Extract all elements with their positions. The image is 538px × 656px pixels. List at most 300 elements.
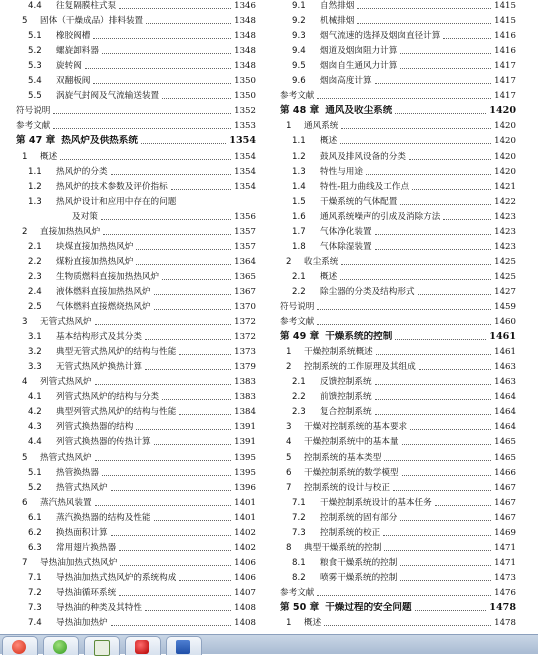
toc-chapter-heading bbox=[280, 600, 516, 614]
toc-entry bbox=[16, 465, 256, 479]
toc-entry-number: 5.3 bbox=[28, 61, 42, 72]
toc-entry-page: 1391 bbox=[234, 422, 256, 433]
toc-entry bbox=[280, 299, 516, 313]
toc-entry bbox=[16, 239, 256, 253]
toc-entry-title: 块煤直接加热热风炉 bbox=[56, 241, 134, 252]
toc-entry bbox=[280, 284, 516, 298]
toc-entry-page: 1464 bbox=[494, 407, 516, 418]
toc-entry bbox=[16, 194, 256, 208]
toc-entry-page: 1372 bbox=[234, 332, 256, 343]
toc-entry-page: 1383 bbox=[234, 377, 256, 388]
toc-entry-page: 1423 bbox=[494, 226, 516, 237]
toc-entry-number: 2.4 bbox=[28, 286, 42, 297]
toc-entry-page: 1357 bbox=[234, 226, 256, 237]
toc-entry-title: 双翻板阀 bbox=[56, 76, 91, 87]
dot-leader bbox=[357, 8, 491, 9]
dot-leader bbox=[341, 128, 491, 129]
toc-entry-page: 1348 bbox=[234, 46, 256, 57]
toc-entry-title: 通风及收尘系统 bbox=[325, 105, 393, 117]
toc-entry-number: 2.3 bbox=[292, 407, 306, 418]
toc-entry bbox=[16, 615, 256, 629]
toc-entry-title: 概述 bbox=[320, 271, 338, 282]
toc-entry bbox=[16, 374, 256, 388]
dot-leader bbox=[400, 580, 491, 581]
toc-entry bbox=[16, 58, 256, 72]
toc-entry bbox=[280, 480, 516, 494]
toc-entry bbox=[280, 179, 516, 193]
taskbar-button[interactable] bbox=[166, 636, 202, 655]
toc-entry-title: 蒸汽热风装置 bbox=[40, 497, 92, 508]
toc-entry-page: 1348 bbox=[234, 16, 256, 27]
toc-entry-number: 8.1 bbox=[292, 557, 306, 568]
dot-leader bbox=[412, 189, 491, 190]
dot-leader bbox=[384, 550, 491, 551]
toc-entry-number: 5.2 bbox=[28, 482, 42, 493]
dot-leader bbox=[375, 83, 492, 84]
toc-entry-title: 蒸汽换热器的结构及性能 bbox=[56, 512, 151, 523]
dot-leader bbox=[376, 354, 491, 355]
toc-entry-number: 5.1 bbox=[28, 31, 42, 42]
toc-entry-number: 1.1 bbox=[28, 166, 42, 177]
toc-entry-number: 5 bbox=[22, 16, 28, 27]
dot-leader bbox=[111, 490, 232, 491]
toc-entry-title: 热风炉及供热系统 bbox=[61, 135, 138, 147]
dot-leader bbox=[443, 219, 491, 220]
toc-entry-page: 1417 bbox=[494, 76, 516, 87]
toc-entry-title: 气体净化装置 bbox=[320, 226, 372, 237]
toc-entry-number: 第 50 章 bbox=[280, 602, 320, 613]
toc-entry-page: 1384 bbox=[234, 407, 256, 418]
dot-leader bbox=[162, 399, 231, 400]
toc-entry-title: 典型列管式热风炉的结构与性能 bbox=[56, 407, 177, 418]
taskbar-button[interactable] bbox=[84, 636, 120, 655]
dot-leader bbox=[395, 113, 486, 114]
dot-leader bbox=[154, 309, 232, 310]
toc-entry-page: 1357 bbox=[234, 241, 256, 252]
dot-leader bbox=[400, 565, 491, 566]
toc-entry bbox=[16, 269, 256, 283]
toc-entry bbox=[16, 209, 256, 223]
toc-entry-page: 1420 bbox=[494, 166, 516, 177]
toc-entry-page: 1473 bbox=[494, 572, 516, 583]
dot-leader bbox=[375, 414, 492, 415]
toc-entry-number: 1 bbox=[286, 618, 292, 629]
dot-leader bbox=[443, 38, 491, 39]
toc-entry-page: 1425 bbox=[494, 256, 516, 267]
toc-entry-page: 1408 bbox=[234, 603, 256, 613]
toc-entry bbox=[16, 0, 256, 12]
toc-entry-number: 7.3 bbox=[292, 527, 306, 538]
toc-entry-number: 2.1 bbox=[28, 241, 42, 252]
toc-entry-title: 干燥过程的安全问题 bbox=[325, 602, 412, 613]
toc-entry-title: 控制系统的固有部分 bbox=[320, 512, 398, 523]
toc-entry-title: 除尘器的分类及结构形式 bbox=[320, 286, 415, 297]
toc-entry-title: 参考文献 bbox=[280, 317, 315, 328]
toc-entry-title: 烟气流速的选择及烟囱直径计算 bbox=[320, 31, 441, 42]
toc-entry bbox=[280, 58, 516, 72]
dot-leader bbox=[119, 595, 231, 596]
toc-entry bbox=[16, 450, 256, 464]
toc-entry-title: 螺旋卸料器 bbox=[56, 46, 99, 57]
toc-entry-number: 6.2 bbox=[28, 527, 42, 538]
toc-entry bbox=[280, 585, 516, 599]
toc-entry-title: 概述 bbox=[304, 618, 322, 629]
toc-entry-page: 1420 bbox=[494, 151, 516, 162]
dot-leader bbox=[95, 505, 232, 506]
toc-entry-page: 1476 bbox=[494, 587, 516, 598]
toc-entry bbox=[16, 103, 256, 117]
toc-entry bbox=[16, 314, 256, 328]
dot-leader bbox=[341, 264, 491, 265]
toc-entry-page: 1416 bbox=[494, 31, 516, 42]
toc-entry-page: 1461 bbox=[494, 347, 516, 358]
toc-entry-title: 典型无管式热风炉的结构与性能 bbox=[56, 347, 177, 358]
dot-leader bbox=[400, 68, 491, 69]
toc-entry-page: 1350 bbox=[234, 76, 256, 87]
dot-leader bbox=[162, 98, 231, 99]
toc-entry-title: 常用翅片换热器 bbox=[56, 542, 117, 553]
toc-entry bbox=[280, 13, 516, 27]
toc-entry bbox=[280, 344, 516, 358]
toc-entry-page: 1464 bbox=[494, 392, 516, 403]
toc-entry-page: 1460 bbox=[494, 317, 516, 328]
toc-entry-title: 列管式热风炉 bbox=[40, 377, 92, 388]
toc-entry bbox=[16, 179, 256, 193]
toc-entry-title: 复合控制系统 bbox=[320, 407, 372, 418]
toc-entry bbox=[280, 450, 516, 464]
toc-entry bbox=[16, 480, 256, 494]
toc-entry-title: 热管式热风炉 bbox=[40, 452, 92, 463]
toc-entry-page: 1395 bbox=[234, 452, 256, 463]
toc-entry-number: 7.1 bbox=[28, 572, 42, 583]
toc-entry-page: 1406 bbox=[234, 572, 256, 583]
toc-entry-title: 固体（干燥成品）排料装置 bbox=[40, 16, 144, 27]
toc-entry-page: 1459 bbox=[494, 302, 516, 312]
toc-entry-title: 导热油加热炉 bbox=[56, 618, 108, 629]
toc-entry-page: 1421 bbox=[494, 181, 516, 192]
toc-entry bbox=[280, 118, 516, 132]
toc-entry-page: 1417 bbox=[494, 91, 516, 102]
taskbar-button[interactable] bbox=[2, 636, 38, 655]
toc-entry bbox=[280, 43, 516, 57]
dot-leader bbox=[179, 580, 231, 581]
image-editor-icon bbox=[94, 640, 110, 656]
toc-entry-page: 1406 bbox=[234, 557, 256, 568]
toc-entry-number: 4.3 bbox=[28, 422, 42, 433]
dot-leader bbox=[317, 98, 491, 99]
dot-leader bbox=[145, 339, 231, 340]
toc-entry-page: 1423 bbox=[494, 211, 516, 222]
toc-entry-number: 1.3 bbox=[28, 196, 42, 207]
dot-leader bbox=[317, 324, 491, 325]
dot-leader bbox=[400, 520, 491, 521]
dot-leader bbox=[154, 444, 232, 445]
toc-entry bbox=[16, 149, 256, 163]
toc-entry-title: 液体燃料直接加热热风炉 bbox=[56, 286, 151, 297]
dot-leader bbox=[393, 490, 491, 491]
toc-entry-number: 3.2 bbox=[28, 347, 42, 358]
toc-entry bbox=[280, 209, 516, 223]
toc-entry bbox=[280, 194, 516, 208]
dot-leader bbox=[95, 324, 232, 325]
dot-leader bbox=[119, 550, 231, 551]
toc-entry-title: 参考文献 bbox=[16, 121, 51, 132]
toc-entry-page: 1420 bbox=[494, 136, 516, 147]
toc-entry-number: 5.1 bbox=[28, 467, 42, 478]
toc-entry-number: 5.4 bbox=[28, 76, 42, 87]
toc-entry-title: 典型干燥系统的控制 bbox=[304, 542, 382, 553]
dot-leader bbox=[375, 399, 492, 400]
dot-leader bbox=[317, 309, 491, 310]
toc-entry-page: 1415 bbox=[494, 16, 516, 27]
toc-entry-title: 通风系统 bbox=[304, 121, 339, 132]
toc-entry-title: 干燥控制系统中的基本量 bbox=[304, 437, 399, 448]
acrobat-icon bbox=[135, 640, 149, 654]
toc-entry-page: 1461 bbox=[489, 331, 516, 343]
toc-entry-number: 1.8 bbox=[292, 241, 306, 252]
dot-leader bbox=[395, 339, 486, 340]
toc-entry-number: 7.1 bbox=[292, 497, 306, 508]
toc-entry bbox=[16, 254, 256, 268]
toc-entry-title: 前馈控制系统 bbox=[320, 392, 372, 403]
toc-entry-title: 符号说明 bbox=[16, 106, 51, 117]
toc-entry-title: 热风炉的分类 bbox=[56, 166, 108, 177]
toc-entry-page: 1417 bbox=[494, 61, 516, 72]
dot-leader bbox=[340, 143, 491, 144]
toc-entry-page: 1478 bbox=[489, 602, 516, 613]
toc-entry-title: 基本结构形式及其分类 bbox=[56, 332, 142, 343]
toc-entry-title: 参考文献 bbox=[280, 587, 315, 598]
toc-entry-title: 特性与用途 bbox=[320, 166, 363, 177]
toc-entry bbox=[280, 389, 516, 403]
toc-entry-title: 涡旋气封阀及气流输送装置 bbox=[56, 91, 160, 102]
toc-entry-page: 1346 bbox=[234, 1, 256, 11]
toc-entry bbox=[16, 43, 256, 57]
toc-entry-title: 概述 bbox=[320, 136, 338, 147]
dot-leader bbox=[317, 595, 491, 596]
toc-entry bbox=[280, 374, 516, 388]
toc-entry bbox=[16, 525, 256, 539]
toc-entry bbox=[280, 73, 516, 87]
toc-entry-title: 机械排烟 bbox=[320, 16, 355, 27]
toc-entry-page: 1372 bbox=[234, 317, 256, 328]
toc-entry bbox=[280, 314, 516, 328]
toc-entry-page: 1471 bbox=[494, 542, 516, 553]
toc-entry-number: 5 bbox=[22, 452, 28, 463]
dot-leader bbox=[136, 249, 231, 250]
word-icon bbox=[176, 640, 190, 654]
toc-entry bbox=[16, 118, 256, 132]
toc-entry-number: 2.3 bbox=[28, 271, 42, 282]
toc-entry-title: 干燥控制系统概述 bbox=[304, 347, 373, 358]
toc-entry-number: 2 bbox=[22, 226, 28, 237]
dot-leader bbox=[419, 369, 491, 370]
toc-entry-number: 3 bbox=[22, 317, 28, 328]
toc-entry-number: 2.1 bbox=[292, 377, 306, 388]
toc-entry bbox=[16, 88, 256, 102]
toc-entry-number: 2.5 bbox=[28, 302, 42, 312]
dot-leader bbox=[171, 189, 231, 190]
toc-entry-number: 1.2 bbox=[28, 181, 42, 192]
toc-entry-number: 9.5 bbox=[292, 61, 306, 72]
dot-leader bbox=[102, 53, 231, 54]
toc-entry-number: 4 bbox=[286, 437, 292, 448]
toc-entry-number: 1.2 bbox=[292, 151, 306, 162]
toc-entry-page: 1408 bbox=[234, 618, 256, 629]
toc-entry bbox=[280, 540, 516, 554]
toc-entry-number: 2 bbox=[286, 362, 292, 373]
toc-entry-number: 2.2 bbox=[28, 256, 42, 267]
toc-entry-title: 无管式热风炉换热计算 bbox=[56, 362, 142, 373]
toc-entry-number: 2.1 bbox=[292, 271, 306, 282]
toc-entry-number: 6.1 bbox=[28, 512, 42, 523]
dot-leader bbox=[111, 174, 232, 175]
dot-leader bbox=[154, 294, 232, 295]
toc-entry-number: 1 bbox=[286, 121, 292, 132]
dot-leader bbox=[154, 520, 232, 521]
toc-entry bbox=[280, 88, 516, 102]
toc-entry bbox=[280, 495, 516, 509]
toc-entry-number: 3 bbox=[286, 422, 292, 433]
toc-entry bbox=[280, 510, 516, 524]
toc-chapter-heading bbox=[16, 133, 256, 147]
toc-entry-title: 喷雾干燥系统的控制 bbox=[320, 572, 398, 583]
red-app-icon bbox=[12, 640, 26, 654]
taskbar-button[interactable] bbox=[43, 636, 79, 655]
toc-entry-title: 干燥系统的气体配置 bbox=[320, 196, 398, 207]
dot-leader bbox=[101, 219, 231, 220]
toc-entry-page: 1467 bbox=[494, 512, 516, 523]
toc-entry-page: 1467 bbox=[494, 482, 516, 493]
toc-entry-page: 1415 bbox=[494, 1, 516, 11]
toc-entry bbox=[280, 224, 516, 238]
toc-entry-page: 1401 bbox=[234, 512, 256, 523]
toc-entry-page: 1471 bbox=[494, 557, 516, 568]
toc-entry bbox=[16, 495, 256, 509]
toc-entry-number: 9.1 bbox=[292, 1, 306, 11]
dot-leader bbox=[95, 384, 232, 385]
toc-entry-page: 1464 bbox=[494, 422, 516, 433]
toc-entry bbox=[16, 329, 256, 343]
toc-entry-page: 1401 bbox=[234, 497, 256, 508]
toc-entry-number: 第 49 章 bbox=[280, 331, 320, 343]
dot-leader bbox=[103, 234, 231, 235]
toc-entry-page: 1463 bbox=[494, 362, 516, 373]
dot-leader bbox=[179, 414, 231, 415]
toc-entry-page: 1465 bbox=[494, 452, 516, 463]
toc-entry-title: 导热油加热式热风炉的系统构成 bbox=[56, 572, 177, 583]
toc-entry-title: 控制系统的基本类型 bbox=[304, 452, 382, 463]
toc-entry-number: 8 bbox=[286, 542, 292, 553]
dot-leader bbox=[141, 143, 226, 144]
dot-leader bbox=[136, 264, 231, 265]
toc-entry-page: 1348 bbox=[234, 61, 256, 72]
toc-entry-title: 热管式热风炉 bbox=[56, 482, 108, 493]
dot-leader bbox=[324, 625, 491, 626]
toc-entry-page: 1402 bbox=[234, 527, 256, 538]
toc-entry-page: 1354 bbox=[229, 135, 256, 147]
toc-entry-title: 导热油加热式热风炉 bbox=[40, 557, 118, 568]
toc-entry-number: 1 bbox=[22, 151, 28, 162]
dot-leader bbox=[340, 279, 491, 280]
dot-leader bbox=[111, 535, 232, 536]
toc-entry-page: 1364 bbox=[234, 256, 256, 267]
toc-entry-page: 1463 bbox=[494, 377, 516, 388]
toc-entry-title: 烟囱自生通风力计算 bbox=[320, 61, 398, 72]
toc-entry-page: 1407 bbox=[234, 587, 256, 598]
toc-entry bbox=[16, 28, 256, 42]
toc-entry-number: 7.4 bbox=[28, 618, 42, 629]
toc-entry-number: 9.2 bbox=[292, 16, 306, 27]
toc-entry bbox=[16, 224, 256, 238]
toc-entry-number: 1.3 bbox=[292, 166, 306, 177]
toc-entry-title: 导热油的种类及其特性 bbox=[56, 603, 142, 613]
toc-entry bbox=[280, 465, 516, 479]
toc-entry-number: 1.7 bbox=[292, 226, 306, 237]
toc-entry-page: 1373 bbox=[234, 347, 256, 358]
toc-entry-title: 热风炉的技术参数及评价指标 bbox=[56, 181, 168, 192]
dot-leader bbox=[402, 475, 492, 476]
toc-entry bbox=[280, 0, 516, 12]
toc-entry-number: 4.4 bbox=[28, 1, 42, 11]
toc-entry-number: 6 bbox=[286, 467, 292, 478]
dot-leader bbox=[93, 38, 231, 39]
dot-leader bbox=[95, 460, 232, 461]
toc-entry-page: 1469 bbox=[494, 527, 516, 538]
toc-entry-page: 1422 bbox=[494, 196, 516, 207]
toc-entry-number: 3.1 bbox=[28, 332, 42, 343]
dot-leader bbox=[375, 384, 492, 385]
toc-entry bbox=[280, 133, 516, 147]
toc-entry-page: 1391 bbox=[234, 437, 256, 448]
dot-leader bbox=[53, 128, 231, 129]
dot-leader bbox=[53, 113, 231, 114]
toc-entry bbox=[16, 585, 256, 599]
taskbar-button[interactable] bbox=[125, 636, 161, 655]
toc-entry-number: 4 bbox=[22, 377, 28, 388]
toc-entry-page: 1365 bbox=[234, 271, 256, 282]
dot-leader bbox=[435, 505, 491, 506]
toc-entry-title: 橡胶阀槽 bbox=[56, 31, 91, 42]
toc-entry-number: 2.2 bbox=[292, 392, 306, 403]
toc-entry-page: 1420 bbox=[489, 105, 516, 117]
toc-entry-number: 9.6 bbox=[292, 76, 306, 87]
toc-entry-title: 无管式热风炉 bbox=[40, 317, 92, 328]
toc-entry-title: 鼓风及排风设备的分类 bbox=[320, 151, 406, 162]
toc-entry-number: 5 bbox=[286, 452, 292, 463]
toc-entry-title: 反馈控制系统 bbox=[320, 377, 372, 388]
toc-entry bbox=[280, 28, 516, 42]
toc-entry-number: 2.2 bbox=[292, 286, 306, 297]
toc-entry bbox=[16, 555, 256, 569]
toc-entry-page: 1465 bbox=[494, 437, 516, 448]
dot-leader bbox=[366, 174, 491, 175]
toc-entry-title: 气体燃料直接燃烧热风炉 bbox=[56, 302, 151, 312]
toc-entry-title: 干燥对控制系统的基本要求 bbox=[304, 422, 408, 433]
toc-entry-page: 1354 bbox=[234, 166, 256, 177]
toc-entry-title: 热风炉设计和应用中存在的问题 bbox=[56, 196, 177, 207]
toc-entry bbox=[280, 254, 516, 268]
toc-entry-title: 列管式热风炉的结构与分类 bbox=[56, 392, 160, 403]
toc-entry-number: 7.2 bbox=[28, 587, 42, 598]
toc-entry-number: 2 bbox=[286, 256, 292, 267]
toc-entry-title: 生物质燃料直接加热热风炉 bbox=[56, 271, 160, 282]
toc-entry-number: 1.1 bbox=[292, 136, 306, 147]
dot-leader bbox=[400, 53, 491, 54]
toc-entry bbox=[280, 570, 516, 584]
toc-entry-number: 7.3 bbox=[28, 603, 42, 613]
toc-entry-page: 1370 bbox=[234, 302, 256, 312]
